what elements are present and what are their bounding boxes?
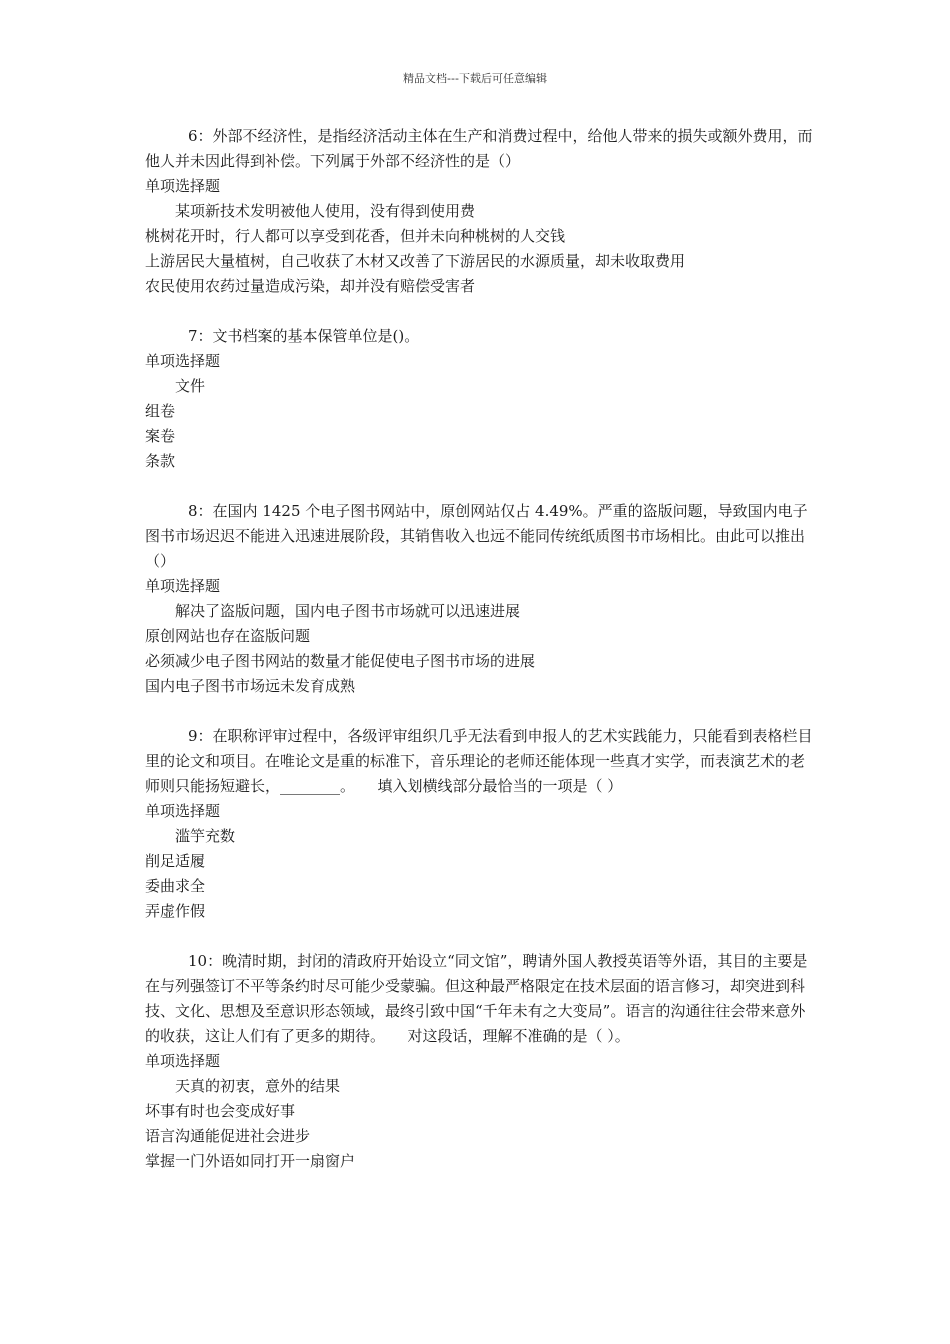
question-stem: 7：文书档案的基本保管单位是()。 bbox=[188, 327, 420, 345]
option-c[interactable]: 语言沟通能促进社会进步 bbox=[145, 1127, 311, 1145]
option-list bbox=[145, 599, 817, 699]
option-b[interactable]: 削足适履 bbox=[145, 852, 206, 870]
question-type: 单项选择题 bbox=[145, 577, 221, 595]
question-8 bbox=[145, 499, 817, 699]
option-list bbox=[145, 824, 817, 924]
option-list bbox=[145, 374, 817, 474]
option-b[interactable]: 组卷 bbox=[145, 402, 176, 420]
question-stem: 9：在职称评审过程中，各级评审组织几乎无法看到申报人的艺术实践能力，只能看到表格栏目里的论文和项目。在唯论文是重的标准下，音乐理论的老师还能体现一些真才实学，而表演艺术的老师则只能扬短避长，________。 填入划横线部分最恰当的一项是（ ） bbox=[145, 727, 813, 795]
option-d[interactable]: 农民使用农药过量造成污染，却并没有赔偿受害者 bbox=[145, 277, 476, 295]
question-6 bbox=[145, 124, 817, 299]
option-a[interactable]: 某项新技术发明被他人使用，没有得到使用费 bbox=[175, 202, 476, 220]
option-c[interactable]: 必须减少电子图书网站的数量才能促使电子图书市场的进展 bbox=[145, 652, 536, 670]
option-c[interactable]: 案卷 bbox=[145, 427, 176, 445]
option-list bbox=[145, 199, 817, 299]
option-b[interactable]: 原创网站也存在盗版问题 bbox=[145, 627, 311, 645]
question-stem: 6：外部不经济性，是指经济活动主体在生产和消费过程中，给他人带来的损失或额外费用，而他人并未因此得到补偿。下列属于外部不经济性的是（） bbox=[145, 127, 813, 170]
question-type: 单项选择题 bbox=[145, 1052, 221, 1070]
option-d[interactable]: 条款 bbox=[145, 452, 176, 470]
question-type: 单项选择题 bbox=[145, 352, 221, 370]
option-a[interactable]: 解决了盗版问题，国内电子图书市场就可以迅速进展 bbox=[175, 602, 521, 620]
option-b[interactable]: 桃树花开时，行人都可以享受到花香，但并未向种桃树的人交钱 bbox=[145, 227, 566, 245]
question-type: 单项选择题 bbox=[145, 802, 221, 820]
option-d[interactable]: 国内电子图书市场远未发育成熟 bbox=[145, 677, 356, 695]
option-c[interactable]: 委曲求全 bbox=[145, 877, 206, 895]
option-d[interactable]: 弄虚作假 bbox=[145, 902, 206, 920]
option-d[interactable]: 掌握一门外语如同打开一扇窗户 bbox=[145, 1152, 356, 1170]
question-list bbox=[145, 124, 817, 1199]
question-stem: 10：晚清时期，封闭的清政府开始设立“同文馆”，聘请外国人教授英语等外语，其目的主要是在与列强签订不平等条约时尽可能少受蒙骗。但这种最严格限定在技术层面的语言修习，却突进到科技、文化、思想及至意识形态领域，最终引致中国“千年未有之大变局”。语言的沟通往往会带来意外的收获，这让人们有了更多的期待。 对这段话，理解不准确的是（ ）。 bbox=[145, 952, 808, 1045]
question-7 bbox=[145, 324, 817, 474]
option-a[interactable]: 文件 bbox=[175, 377, 206, 395]
option-a[interactable]: 滥竽充数 bbox=[175, 827, 236, 845]
page-header: 精品文档---下载后可任意编辑 bbox=[403, 72, 547, 85]
question-stem: 8：在国内 1425 个电子图书网站中，原创网站仅占 4.49%。严重的盗版问题，导致国内电子图书市场迟迟不能进入迅速进展阶段，其销售收入也远不能同传统纸质图书市场相比。由此可以推出（） bbox=[145, 502, 808, 570]
option-c[interactable]: 上游居民大量植树，自己收获了木材又改善了下游居民的水源质量，却未收取费用 bbox=[145, 252, 686, 270]
option-b[interactable]: 坏事有时也会变成好事 bbox=[145, 1102, 296, 1120]
option-a[interactable]: 天真的初衷，意外的结果 bbox=[175, 1077, 341, 1095]
option-list bbox=[145, 1074, 817, 1174]
question-10 bbox=[145, 949, 817, 1174]
question-9 bbox=[145, 724, 817, 924]
question-type: 单项选择题 bbox=[145, 177, 221, 195]
